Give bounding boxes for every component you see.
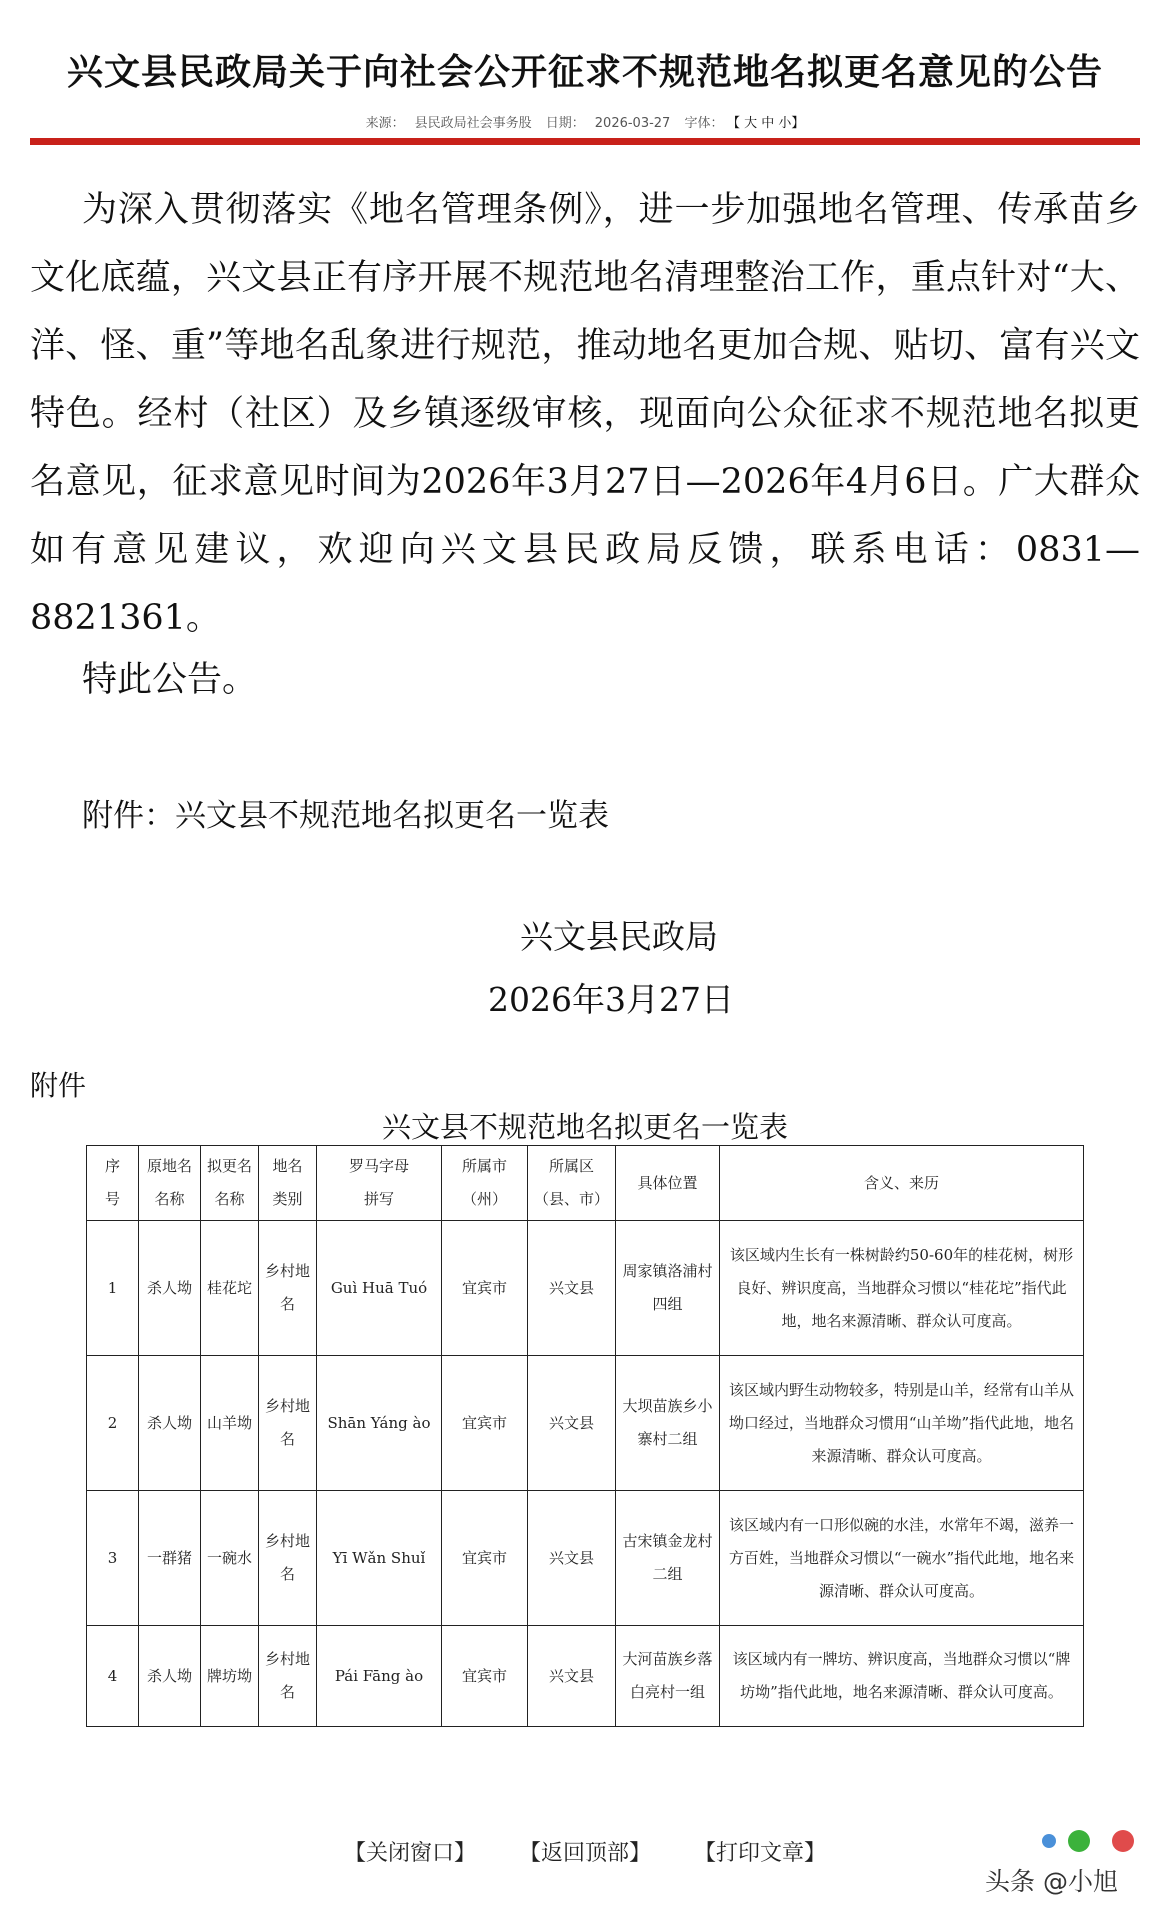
cell-location: 古宋镇金龙村二组 [616, 1491, 720, 1626]
close-window-link[interactable]: 【关闭窗口】 [343, 1841, 476, 1866]
notice-closing: 特此公告。 [82, 660, 258, 700]
cell-roman: Shān Yáng ào [317, 1356, 442, 1491]
header-roman: 罗马字母 拼写 [317, 1146, 442, 1221]
table-row [87, 1626, 1084, 1727]
cell-city: 宜宾市 [442, 1626, 528, 1727]
cell-meaning: 该区域内有一牌坊、辨识度高，当地群众习惯以“牌坊坳”指代此地，地名来源清晰、群众认可度高。 [720, 1626, 1084, 1727]
table-row [87, 1221, 1084, 1356]
cell-county: 兴文县 [528, 1221, 616, 1356]
title-divider [30, 138, 1140, 145]
date-label: 日期： [545, 116, 585, 131]
table-row [87, 1356, 1084, 1491]
page-title: 兴文县民政局关于向社会公开征求不规范地名拟更名意见的公告 [66, 52, 1103, 93]
header-city: 所属市 （州） [442, 1146, 528, 1221]
cell-location: 大河苗族乡落白亮村一组 [616, 1626, 720, 1727]
cell-no: 1 [87, 1221, 139, 1356]
cell-roman: Pái Fāng ào [317, 1626, 442, 1727]
print-article-link[interactable]: 【打印文章】 [694, 1841, 827, 1866]
cell-location: 大坝苗族乡小寨村二组 [616, 1356, 720, 1491]
header-county: 所属区 （县、市） [528, 1146, 616, 1221]
attachment-reference: 附件：兴文县不规范地名拟更名一览表 [82, 798, 609, 834]
source-label: 来源： [365, 116, 405, 131]
cell-new: 桂花坨 [201, 1221, 259, 1356]
rename-table [86, 1145, 1084, 1727]
cell-new: 牌坊坳 [201, 1626, 259, 1727]
cell-no: 2 [87, 1356, 139, 1491]
cell-new: 一碗水 [201, 1491, 259, 1626]
font-size-label: 字体： [684, 116, 724, 131]
cell-city: 宜宾市 [442, 1221, 528, 1356]
cell-old: 杀人坳 [139, 1356, 201, 1491]
cell-location: 周家镇洛浦村四组 [616, 1221, 720, 1356]
font-size-selector[interactable]: 【 大 中 小】 [733, 116, 805, 131]
table-row [87, 1491, 1084, 1626]
cell-no: 3 [87, 1491, 139, 1626]
cell-old: 杀人坳 [139, 1626, 201, 1727]
cell-category: 乡村地名 [259, 1626, 317, 1727]
cell-meaning: 该区域内有一口形似碗的水洼，水常年不竭，滋养一方百姓，当地群众习惯以“一碗水”指代此地，地名来源清晰、群众认可度高。 [720, 1491, 1084, 1626]
source-value: 县民政局社会事务股 [414, 116, 532, 131]
back-to-top-link[interactable]: 【返回顶部】 [518, 1841, 651, 1866]
wechat-icon[interactable] [1068, 1830, 1090, 1852]
signature-org: 兴文县民政局 [520, 917, 718, 956]
cell-city: 宜宾市 [442, 1491, 528, 1626]
cell-category: 乡村地名 [259, 1221, 317, 1356]
header-old-name: 原地名 名称 [139, 1146, 201, 1221]
share-icon[interactable] [1042, 1834, 1056, 1848]
cell-meaning: 该区域内生长有一株树龄约50-60年的桂花树，树形良好、辨识度高，当地群众习惯以“桂花坨”指代此地，地名来源清晰、群众认可度高。 [720, 1221, 1084, 1356]
date-value: 2026-03-27 [594, 116, 671, 131]
body-paragraph: 为深入贯彻落实《地名管理条例》，进一步加强地名管理、传承苗乡文化底蕴，兴文县正有序开展不规范地名清理整治工作，重点针对“大、洋、怪、重”等地名乱象进行规范，推动地名更加合规、贴切、富有兴文特色。经村（社区）及乡镇逐级审核，现面向公众征求不规范地名拟更名意见，征求意见时间为2026年3月27日—2026年4月6日。广大群众如有意见建议，欢迎向兴文县民政局反馈，联系电话：0831—8821361。 [30, 190, 1140, 638]
cell-old: 杀人坳 [139, 1221, 201, 1356]
cell-county: 兴文县 [528, 1491, 616, 1626]
cell-new: 山羊坳 [201, 1356, 259, 1491]
header-no: 序 号 [87, 1146, 139, 1221]
cell-category: 乡村地名 [259, 1491, 317, 1626]
watermark: 头条 @小旭 [985, 1867, 1118, 1896]
attachment-label: 附件 [30, 1069, 87, 1102]
cell-roman: Yī Wǎn Shuǐ [317, 1491, 442, 1626]
cell-no: 4 [87, 1626, 139, 1727]
cell-county: 兴文县 [528, 1626, 616, 1727]
cell-meaning: 该区域内野生动物较多，特别是山羊，经常有山羊从坳口经过，当地群众习惯用“山羊坳”指代此地，地名来源清晰、群众认可度高。 [720, 1356, 1084, 1491]
table-title: 兴文县不规范地名拟更名一览表 [381, 1110, 788, 1144]
header-new-name: 拟更名 名称 [201, 1146, 259, 1221]
article-meta [0, 112, 1170, 131]
weibo-icon[interactable] [1112, 1830, 1134, 1852]
cell-roman: Guì Huā Tuó [317, 1221, 442, 1356]
header-category: 地名 类别 [259, 1146, 317, 1221]
cell-city: 宜宾市 [442, 1356, 528, 1491]
header-location: 具体位置 [616, 1146, 720, 1221]
cell-category: 乡村地名 [259, 1356, 317, 1491]
cell-old: 一群猪 [139, 1491, 201, 1626]
table-header-row [87, 1146, 1084, 1221]
cell-county: 兴文县 [528, 1356, 616, 1491]
signature-date: 2026年3月27日 [488, 980, 734, 1019]
article-body [30, 176, 1140, 652]
header-meaning: 含义、来历 [720, 1146, 1084, 1221]
